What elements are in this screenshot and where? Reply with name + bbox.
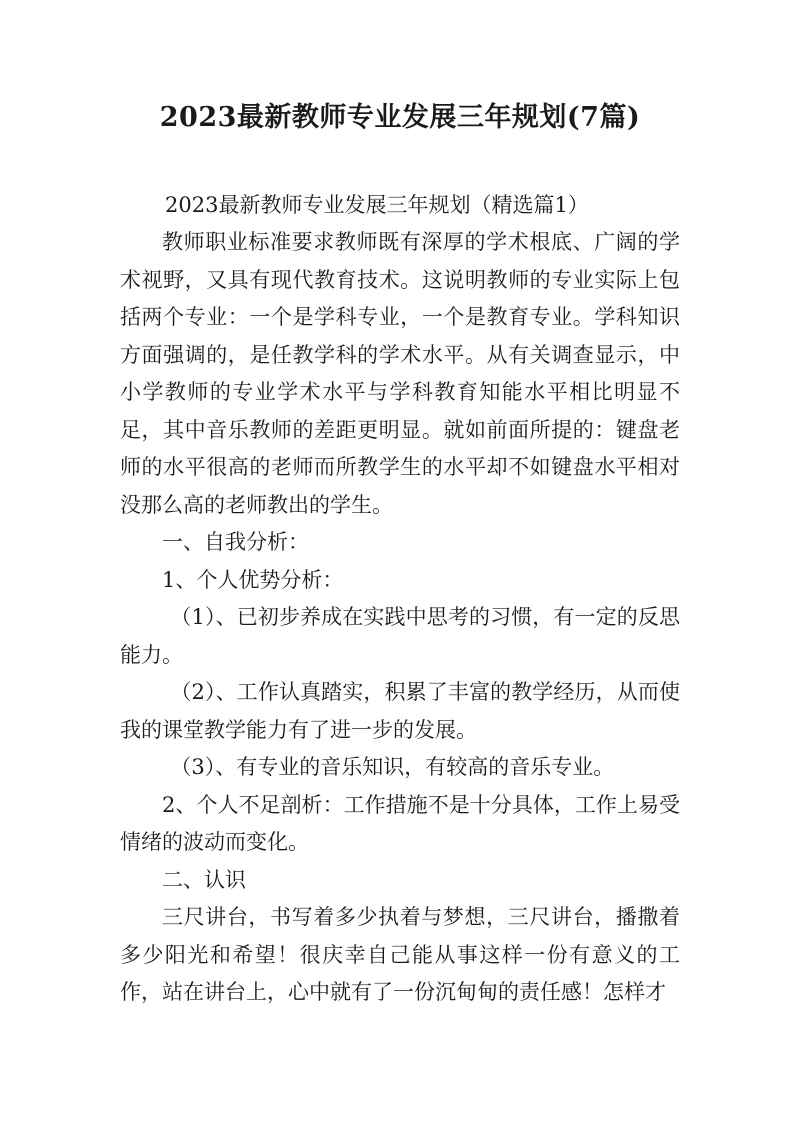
intro-paragraph: 教师职业标准要求教师既有深厚的学术根底、广阔的学术视野，又具有现代教育技术。这说明教师的专业实际上包括两个专业：一个是学科专业，一个是教育专业。学科知识方面强调的，是任教学科的学术水平。从有关调查显示，中小学教师的专业学术水平与学科教育知能水平相比明显不足，其中音乐教师的差距更明显。就如前面所提的：键盘老师的水平很高的老师而所教学生的水平却不如键盘水平相对没那么高的老师教出的学生。 xyxy=(120,230,680,517)
strength-item-3: （3）、有专业的音乐知识，有较高的音乐专业。 xyxy=(170,755,615,779)
heading-self-analysis: 一、自我分析： xyxy=(162,530,309,554)
weakness-paragraph: 2、个人不足剖析：工作措施不是十分具体，工作上易受情绪的波动而变化。 xyxy=(120,792,680,854)
strength-item-2: （2）、工作认真踏实，积累了丰富的教学经历，从而使我的课堂教学能力有了进一步的发展。 xyxy=(120,680,680,742)
heading-strengths: 1、个人优势分析： xyxy=(162,567,344,592)
understanding-paragraph: 三尺讲台，书写着多少执着与梦想，三尺讲台，播撒着多少阳光和希望！很庆幸自己能从事这样一份有意义的工作，站在讲台上，心中就有了一份沉甸甸的责任感！怎样才 xyxy=(120,905,680,1004)
heading-understanding: 二、认识 xyxy=(162,867,246,892)
document-title: 2023最新教师专业发展三年规划(7篇) xyxy=(159,102,641,133)
document-body xyxy=(120,224,680,1012)
section-subtitle: 2023最新教师专业发展三年规划（精选篇1） xyxy=(165,193,589,217)
strength-item-1: （1）、已初步养成在实践中思考的习惯，有一定的反思能力。 xyxy=(120,605,680,667)
